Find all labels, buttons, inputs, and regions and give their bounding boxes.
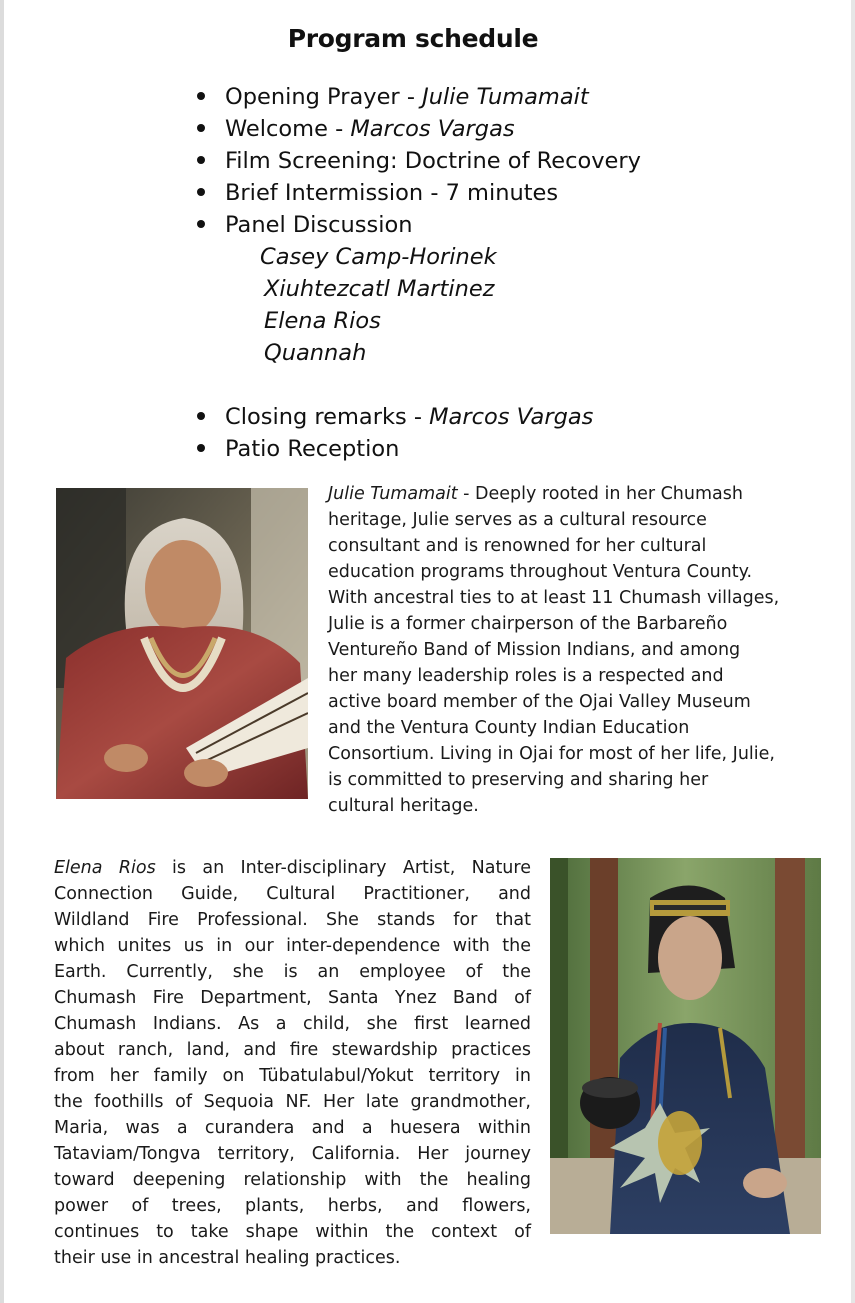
bio-line: Julie is a former chairperson of the Barbareño [328, 614, 728, 634]
bullet-icon [197, 220, 205, 228]
schedule-item [190, 82, 641, 114]
schedule-item-name: Marcos Vargas [350, 116, 515, 142]
bio-name: Elena Rios [54, 858, 156, 878]
bio-line: Maria, was a curandera and a huesera within [54, 1118, 531, 1138]
bio-text: - Deeply rooted in her Chumash [457, 484, 743, 504]
bio-line: Earth. Currently, she is an employee of the [54, 962, 531, 982]
julie-tumamait-photo [56, 488, 308, 799]
julie-tumamait-bio [328, 481, 818, 819]
bio-line: cultural heritage. [328, 796, 479, 816]
bio-line: education programs throughout Ventura County. [328, 562, 753, 582]
bio-line: Wildland Fire Professional. She stands for that [54, 910, 531, 930]
schedule-item-label: Welcome - [225, 116, 351, 142]
list-spacer [190, 370, 641, 402]
panelist-name: Casey Camp-Horinek [260, 244, 497, 270]
page-title: Program schedule [287, 24, 539, 53]
bio-line: With ancestral ties to at least 11 Chumash villages, [328, 588, 780, 608]
bio-line: consultant and is renowned for her cultural [328, 536, 707, 556]
bio-line: continues to take shape within the context of [54, 1222, 531, 1242]
elena-rios-photo [550, 858, 821, 1234]
page-edge-left [0, 0, 4, 1303]
bullet-icon [197, 188, 205, 196]
bullet-icon [197, 444, 205, 452]
bio-line: Connection Guide, Cultural Practitioner, and [54, 884, 531, 904]
portrait-image [56, 488, 308, 799]
schedule-item-label: Panel Discussion [225, 212, 413, 238]
schedule-item [190, 114, 641, 146]
bio-line: and the Ventura County Indian Education [328, 718, 690, 738]
schedule-item-name: Julie Tumamait [422, 84, 589, 110]
schedule-item-label: Brief Intermission - 7 minutes [225, 180, 559, 206]
bullet-icon [197, 412, 205, 420]
bio-line: Tataviam/Tongva territory, California. Her journey [54, 1144, 531, 1164]
bio-name: Julie Tumamait [328, 484, 458, 504]
schedule-item-label: Patio Reception [225, 436, 400, 462]
bio-line: Ventureño Band of Mission Indians, and among [328, 640, 741, 660]
bullet-icon [197, 156, 205, 164]
schedule-item [190, 402, 641, 434]
schedule-item-label: Film Screening: Doctrine of Recovery [225, 148, 641, 174]
bio-line [54, 855, 531, 881]
program-schedule-list [190, 82, 641, 466]
bio-line: Chumash Fire Department, Santa Ynez Band of [54, 988, 531, 1008]
bio-line: active board member of the Ojai Valley Museum [328, 692, 751, 712]
schedule-item [190, 210, 641, 242]
schedule-item [190, 146, 641, 178]
bio-line: from her family on Tübatulabul/Yokut territory in [54, 1066, 531, 1086]
panelist-name: Elena Rios [264, 308, 381, 334]
bio-line: about ranch, land, and fire stewardship practices [54, 1040, 531, 1060]
schedule-item-label: Closing remarks - [225, 404, 430, 430]
bullet-icon [197, 124, 205, 132]
bio-line: which unites us in our inter-dependence with the [54, 936, 531, 956]
bio-line: Consortium. Living in Ojai for most of her life, Julie, [328, 744, 775, 764]
portrait-image [550, 858, 821, 1234]
elena-rios-bio [54, 855, 531, 1271]
page-edge-right [851, 0, 855, 1303]
bio-line: the foothills of Sequoia NF. Her late grandmother, [54, 1092, 531, 1112]
panelist-name: Quannah [264, 340, 367, 366]
schedule-item-name: Marcos Vargas [429, 404, 594, 430]
schedule-item-label: Opening Prayer - [225, 84, 423, 110]
panelist-name: Xiuhtezcatl Martinez [264, 276, 495, 302]
bio-line: power of trees, plants, herbs, and flowers, [54, 1196, 531, 1216]
bio-line: their use in ancestral healing practices. [54, 1248, 401, 1268]
schedule-item [190, 434, 641, 466]
bio-line: Chumash Indians. As a child, she first learned [54, 1014, 531, 1034]
schedule-item [190, 178, 641, 210]
bullet-icon [197, 92, 205, 100]
bio-line: her many leadership roles is a respected and [328, 666, 724, 686]
bio-line [328, 481, 818, 507]
bio-line: is committed to preserving and sharing her [328, 770, 709, 790]
bio-text: is an Inter-disciplinary Artist, Nature [155, 858, 531, 878]
bio-line: toward deepening relationship with the healing [54, 1170, 531, 1190]
bio-line: heritage, Julie serves as a cultural resource [328, 510, 707, 530]
